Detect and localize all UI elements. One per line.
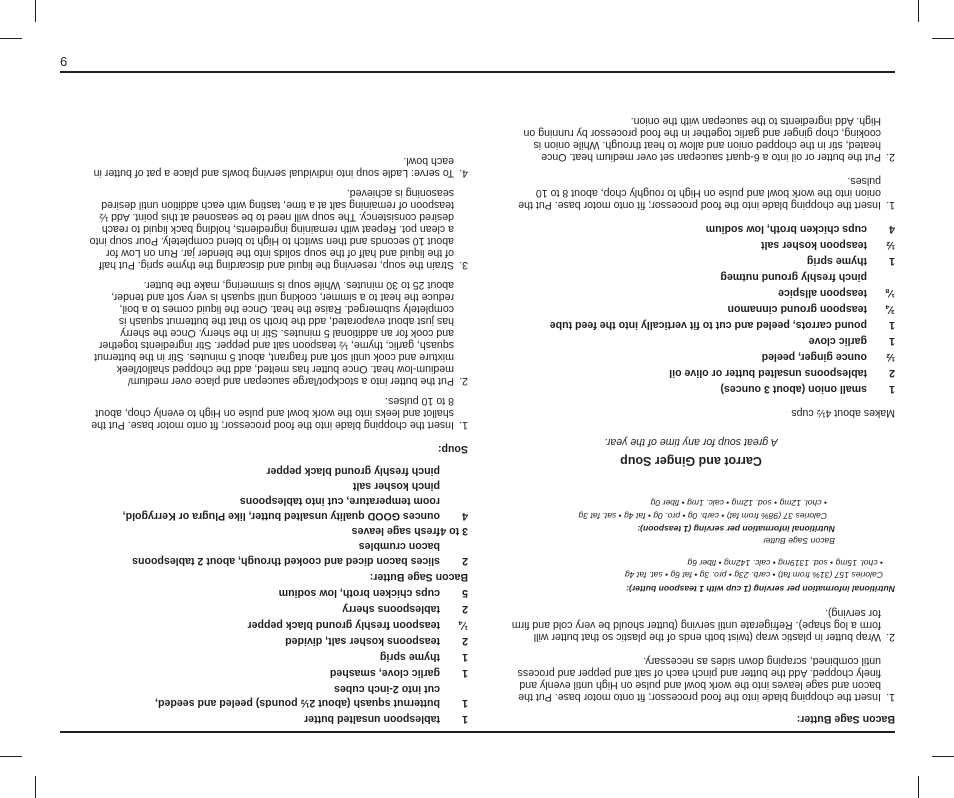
recipe-yield: Makes about 4½ cups xyxy=(791,407,895,419)
crop-mark xyxy=(35,776,36,798)
crop-mark xyxy=(932,38,954,39)
crop-mark xyxy=(0,38,22,39)
butternut-column: 1 tablespoon unsalted butter 1 butternut squash (about 2½ pounds) peeled and seeded, cut into 2-inch cubes 1 garlic clove, smashed 1 thyme sprig 2 teaspoons kosher salt, divided ¼ teaspoon freshly ground black pepper 2 tablespoons sherry 5 cups chicken broth, low sodium Bacon Sage Butter: 2 slices bacon diced and cooked through, about 2 tablespoons bacon crumbles 3 to 4 fresh sage leaves 4 ounces GOOD quality unsalted butter, like Plugra or Kerrygold, room temperature, cut into tablespoons pinch kosher salt pinch freshly ground black pepper Soup: 1. Insert the chopping blade into the food processor; fit onto motor base. Put the shallot and leeks into the work bowl and pulse on High to evenly chop, about 8 to 10 pulses. 2. Put the butter into a stockpot/large saucepan and place over medium/ medium-low heat. Once butter has melted, add the chopped shallot/leek mixture and cook until soft and fragrant, about 5 minutes. Stir in the butternut squash, garlic, thyme, ½ teaspoon salt and pepper. Stir ingredients together and cook for an additional 5 minutes. Stir in the sherry. Once the sherry has just about evaporated, add the broth so that the butternut squash is completely submerged. Raise the heat. Once the liquid comes to a boil, reduce the heat to a simmer, cooking until squash is very soft and tender, about 25 to 30 minutes. While soup is simmering, make the butter. 3. Strain the soup, reserving the liquid and discarding the thyme sprig. Put half of the liquid and half of the soup solids into the blender jar. Run on Low for about 10 seconds and then switch to High to blend completely. Pour soup into a clean pot. Repeat with remaining ingredients, holding back liquid to reach desired consistency. The soup will need to be seasoned at this point. Add ½ teaspoon of remaining salt at a time, tasting with each addition until desired seasoning is achieved. 4. To serve: Ladle soup into individual serving bowls and place a pat of butter in each bowl. xyxy=(60,78,468,730)
nutrition-heading: Nutritional information per serving (1 cup with 1 teaspoon butter): xyxy=(626,584,895,594)
section-heading: Soup: xyxy=(437,443,468,455)
crop-mark xyxy=(918,0,919,22)
carrot-ginger-column: Carrot and Ginger Soup A great soup for any time of the year. Makes about 4½ cups 1 small onion (about 3 ounces) 2 tablespoons unsalted butter or olive oil ½ ounce ginger, peeled 1 garlic clove 1 pound carrots, peeled and cut to fit vertically into the feed tube ¾ teaspoon ground cinnamon ⅛ teaspoon allspice pinch freshly ground nutmeg 1 thyme sprig ½ teaspoon kosher salt 4 cups chicken broth, low sodium 1. Insert the chopping blade into the food processor; fit onto motor base. Put the onion into the work bowl and pulse on High to roughly chop, about 8 to 10 pulses. 2. Put the butter or oil into a 6-quart saucepan set over medium heat. Once heated, stir in the chopped onion and allow to heat through. While onion is cooking, chop ginger and garlic together in the food processor by running on High. Add ingredients to the saucepan with the onion. xyxy=(487,78,895,730)
crop-mark xyxy=(35,0,36,22)
bottom-rule xyxy=(60,731,895,733)
section-heading: Bacon Sage Butter: xyxy=(369,571,468,583)
nutrition-line: • chol. 15mg • sod. 1319mg • calc. 142mg • fiber 6g xyxy=(687,558,883,568)
crop-mark xyxy=(0,756,22,757)
nutrition-line: Calories 157 (31% from fat) • carb. 23g • pro. 3g • fat 6g • sat. fat 4g xyxy=(624,570,883,580)
nutrition-line: • chol. 12mg • sod. 12mg • calc. 1mg • fiber 0g xyxy=(650,498,827,508)
nutrition-line: Calories 37 (98% from fat) • carb. 0g • pro. 0g • fat 4g • sat. fat 3g xyxy=(578,511,827,521)
upside-down-content xyxy=(60,78,895,730)
nutrition-title: Bacon Sage Butter xyxy=(762,536,835,546)
butter-instructions: Bacon Sage Butter: 1. Insert the chopping blade into the food processor; fit onto motor base. Put the bacon and sage leaves into the work bowl and pulse on High until evenly and finely chopped. Add the butter and pinch each of salt and pepper and process until combined, scraping down sides as necessary. 2. Wrap butter in plastic wrap (twist both ends of the plastic so that butter will form a log shape). Refrigerate until serving (butter should be very cold and firm for serving). Nutritional information per serving (1 cup with 1 teaspoon butter): Calories 157 (31% from fat) • carb. 23g • pro. 3g • fat 6g • sat. fat 4g • chol. 15mg • sod. 1319mg • calc. 142mg • fiber 6g Bacon Sage Butter Nutritional information per serving (1 teaspoon): Calories 37 (98% from fat) • carb. 0g • pro. 0g • fat 4g • sat. fat 3g • chol. 12mg • sod. 12mg • calc. 1mg • fiber 0g xyxy=(487,78,895,730)
page-number: 6 xyxy=(60,54,68,69)
top-rule xyxy=(60,71,895,73)
crop-mark xyxy=(932,756,954,757)
recipe-title: Carrot and Ginger Soup xyxy=(620,454,762,468)
crop-mark xyxy=(918,776,919,798)
section-heading: Bacon Sage Butter: xyxy=(796,713,895,725)
nutrition-heading: Nutritional information per serving (1 teaspoon): xyxy=(637,524,835,534)
recipe-subtitle: A great soup for any time of the year. xyxy=(604,436,778,448)
